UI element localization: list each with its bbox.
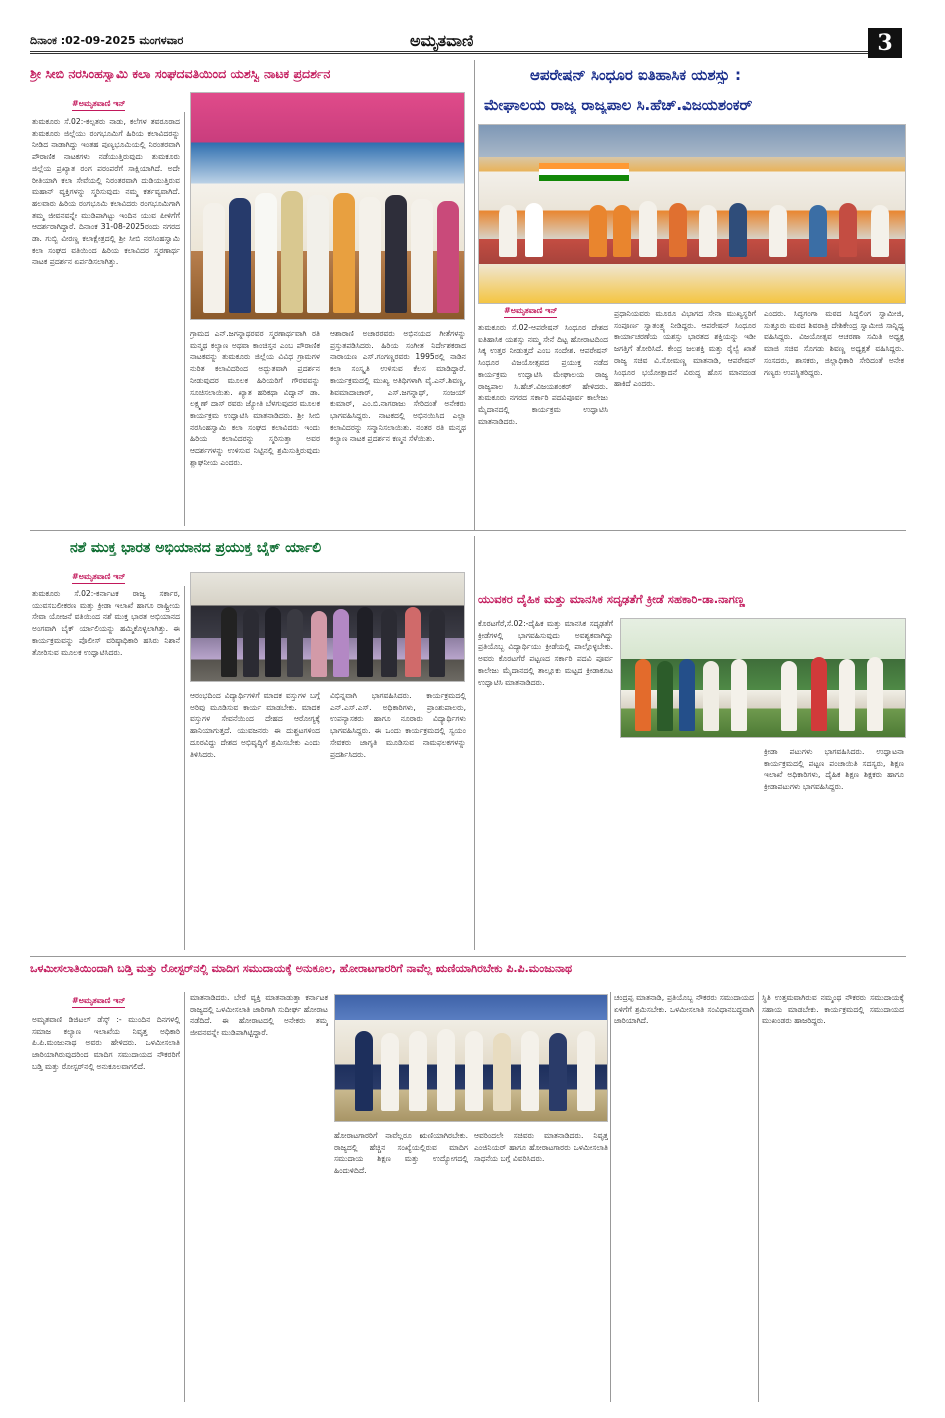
sindoor-column-3: ಎಂದರು. ಸಿದ್ಧಗಂಗಾ ಮಠದ ಸಿದ್ಧಲಿಂಗ ಸ್ವಾಮೀಜಿ, ಸುತ್ತೂರು ಮಠದ ಶಿವರಾತ್ರಿ ದೇಶಿಕೇಂದ್ರ ಸ್ವಾಮೀಜಿ ಸಾನ್ನಿಧ್ಯ ವಹಿಸಿದ್ದರು. ವಿಜಯೋತ್ಸವ ಆಚರಣಾ ಸಮಿತಿ ಅಧ್ಯಕ್ಷ ಮಾಜಿ ಸಚಿವ ಸೊಗಡು ಶಿವಣ್ಣ ಅಧ್ಯಕ್ಷತೆ ವಹಿಸಿದ್ದರು. ಸಂಸದರು, ಶಾಸಕರು, ಜಿಲ್ಲಾಧಿಕಾರಿ ಸೇರಿದಂತೆ ಅನೇಕ ಗಣ್ಯರು ಉಪಸ್ಥಿತರಿದ್ದರು.: [764, 309, 904, 377]
rally-photo: [190, 572, 465, 682]
drama-headline: ಶ್ರೀ ಸೀಬಿ ನರಸಿಂಹಸ್ವಾಮಿ ಕಲಾ ಸಂಘದವತಿಯಿಂದ ಯಶಸ್ವಿ ನಾಟಕ ಪ್ರದರ್ಶನ: [30, 66, 331, 81]
paper-name: ಅಮೃತವಾಣಿ: [410, 31, 474, 50]
drama-column-1: ತುಮಕೂರು ಸೆ.02:-ಕಲ್ಪತರು ನಾಡು, ಕಲೆಗಳ ತವರೂರಾದ ತುಮಕೂರು ಜಿಲ್ಲೆಯು ರಂಗಭೂಮಿಗೆ ಹಿರಿಯ ಕಲಾವಿದರನ್ನು ನೀಡಿದ ನಾಡಾಗಿದ್ದು ಇಂತಹ ಪುಣ್ಯಭೂಮಿಯಲ್ಲಿ ನಿರಂತರವಾಗಿ ಪೌರಾಣಿಕ ನಾಟಕಗಳು ನಡೆಯುತ್ತಿರುವುದು ತುಮಕೂರು ಜಿಲ್ಲೆಯ ಪ್ರಖ್ಯಾತ ರಂಗ ಪರಂಪರೆಗೆ ಸಾಕ್ಷಿಯಾಗಿದೆ. ಅದೇ ರೀತಿಯಾಗಿ ಕಲಾ ಸೇವೆಯಲ್ಲಿ ನಿರಂತರವಾಗಿ ದುಡಿಯುತ್ತಿರುವ ಮಹಾನ್ ವ್ಯಕ್ತಿಗಳನ್ನು ಸ್ಮರಿಸುವುದು ನಮ್ಮ ಕರ್ತವ್ಯವಾಗಿದೆ. ಹಲವಾರು ಹಿರಿಯ ರಂಗಭೂಮಿ ಕಲಾವಿದರು ರಂಗಭೂಮಿಗಾಗಿ ತಮ್ಮ ಜೀವನವನ್ನೇ ಮುಡಿಪಾಗಿಟ್ಟು ಇಂದಿನ ಯುವ ಪೀಳಿಗೆಗೆ ಆದರ್ಶರಾಗಿದ್ದಾರೆ. ದಿನಾಂಕ 31-08-2025ರಂದು ನಗರದ ಡಾ. ಗುಬ್ಬಿ ವೀರಣ್ಣ ಕಲಾಕ್ಷೇತ್ರದಲ್ಲಿ ಶ್ರೀ ಸೀಬಿ ನರಸಿಂಹಸ್ವಾಮಿ ಕಲಾ ಸಂಘದ ವತಿಯಿಂದ ಹಿರಿಯ ಕಲಾವಿದರ ಸ್ಮರಣಾರ್ಥ ನಾಟಕ ಪ್ರದರ್ಶನ ಏರ್ಪಡಿಸಲಾಗಿತ್ತು.: [32, 117, 180, 267]
rally-column-1: ತುಮಕೂರು ಸೆ.02:-ಕರ್ನಾಟಕ ರಾಜ್ಯ ಸರ್ಕಾರ, ಯುವಸಬಲೀಕರಣ ಮತ್ತು ಕ್ರೀಡಾ ಇಲಾಖೆ ಹಾಗೂ ರಾಷ್ಟ್ರೀಯ ಸೇವಾ ಯೋಜನೆ ವತಿಯಿಂದ ನಶೆ ಮುಕ್ತ ಭಾರತ ಅಭಿಯಾನದ ಅಂಗವಾಗಿ ಬೈಕ್ ರ್ಯಾಲಿಯನ್ನು ಹಮ್ಮಿಕೊಳ್ಳಲಾಗಿತ್ತು. ಈ ಕಾರ್ಯಕ್ರಮವನ್ನು ಪೊಲೀಸ್ ವರಿಷ್ಠಾಧಿಕಾರಿ ಹಸಿರು ನಿಶಾನೆ ತೋರಿಸುವ ಮೂಲಕ ಉದ್ಘಾಟಿಸಿದರು.: [32, 589, 180, 657]
sindoor-byline: #ಅಮೃತವಾಣಿ ಇನ್: [504, 306, 557, 318]
sindoor-column-1: ತುಮಕೂರು ಸೆ.02-ಆಪರೇಷನ್ ಸಿಂಧೂರ ದೇಶದ ಐತಿಹಾಸಿಕ ಯಶಸ್ಸು ನಮ್ಮ ಸೇನೆ ದಿಟ್ಟ ಹೋರಾಟದಿಂದ ಸಿಕ್ಕ ಉತ್ತರ ನೀಡುತ್ತದೆ ಎಂಬ ಸಂದೇಶ. ಆಪರೇಷನ್ ಸಿಂಧೂರ ವಿಜಯೋತ್ಸವದ ಪ್ರಯುಕ್ತ ನಡೆದ ಕಾರ್ಯಕ್ರಮ ಉದ್ಘಾಟಿಸಿ ಮೇಘಾಲಯ ರಾಜ್ಯ ರಾಜ್ಯಪಾಲ ಸಿ.ಹೆಚ್.ವಿಜಯಶಂಕರ್ ಹೇಳಿದರು. ತುಮಕೂರು ನಗರದ ಸರ್ಕಾರಿ ಪದವಿಪೂರ್ವ ಕಾಲೇಜು ಮೈದಾನದಲ್ಲಿ ಕಾರ್ಯಕ್ರಮ ಉದ್ಘಾಟಿಸಿ ಮಾತನಾಡಿದರು.: [478, 323, 608, 426]
drama-photo: [190, 92, 465, 320]
sports-headline: ಯುವಕರ ದೈಹಿಕ ಮತ್ತು ಮಾನಸಿಕ ಸದೃಢತೆಗೆ ಕ್ರೀಡೆ ಸಹಕಾರಿ-ಡಾ.ನಾಗಣ್ಣ: [478, 592, 745, 606]
sports-column-2: ಕ್ರೀಡಾ ಪಟುಗಳು ಭಾಗವಹಿಸಿದರು. ಉದ್ಘಾಟನಾ ಕಾರ್ಯಕ್ರಮದಲ್ಲಿ ಪಟ್ಟಣ ಪಂಚಾಯಿತಿ ಸದಸ್ಯರು, ಶಿಕ್ಷಣ ಇಲಾಖೆ ಅಧಿಕಾರಿಗಳು, ದೈಹಿಕ ಶಿಕ್ಷಣ ಶಿಕ್ಷಕರು ಹಾಗೂ ಕ್ರೀಡಾಪಟುಗಳು ಭಾಗವಹಿಸಿದ್ದರು.: [764, 747, 904, 792]
page-number: 3: [868, 28, 902, 58]
masthead: [30, 30, 900, 54]
madiga-column-2: ಮಾತನಾಡಿದರು. ಬೇರೆ ವ್ಯಕ್ತಿ ಮಾತನಾಡುತ್ತಾ ಕರ್ನಾಟಕ ರಾಜ್ಯದಲ್ಲಿ ಒಳಮೀಸಲಾತಿ ಜಾರಿಗಾಗಿ ಸುದೀರ್ಘ ಹೋರಾಟ ನಡೆದಿದೆ. ಈ ಹೋರಾಟದಲ್ಲಿ ಅನೇಕರು ತಮ್ಮ ಜೀವನವನ್ನೇ ಮುಡಿಪಾಗಿಟ್ಟಿದ್ದಾರೆ.: [190, 993, 328, 1038]
madiga-column-3: ಹೋರಾಟಗಾರರಿಗೆ ನಾವೆಲ್ಲರೂ ಋಣಿಯಾಗಿರಬೇಕು. ರಾಜ್ಯದಲ್ಲಿ ಹೆಚ್ಚಿನ ಸಂಖ್ಯೆಯಲ್ಲಿರುವ ಮಾದಿಗ ಸಮುದಾಯ ಶಿಕ್ಷಣ ಮತ್ತು ಉದ್ಯೋಗದಲ್ಲಿ ಹಿಂದುಳಿದಿದೆ.: [334, 1131, 468, 1176]
sindoor-column-2: ಪ್ರಧಾನಿಯವರು ಮೂರೂ ವಿಭಾಗದ ಸೇನಾ ಮುಖ್ಯಸ್ಥರಿಗೆ ಸಂಪೂರ್ಣ ಸ್ವಾತಂತ್ರ್ಯ ನೀಡಿದ್ದರು. ಆಪರೇಷನ್ ಸಿಂಧೂರ ಕಾರ್ಯಾಚರಣೆಯ ಯಶಸ್ಸು ಭಾರತದ ಶಕ್ತಿಯನ್ನು ಇಡೀ ಜಗತ್ತಿಗೆ ತೋರಿಸಿದೆ. ಕೇಂದ್ರ ಜಲಶಕ್ತಿ ಮತ್ತು ರೈಲ್ವೆ ಖಾತೆ ರಾಜ್ಯ ಸಚಿವ ವಿ.ಸೋಮಣ್ಣ ಮಾತನಾಡಿ, ಆಪರೇಷನ್ ಸಿಂಧೂರ ಭಯೋತ್ಪಾದನೆ ವಿರುದ್ಧ ಹೊಸ ಮಾನದಂಡ ಹಾಕಿದೆ ಎಂದರು.: [614, 309, 756, 389]
drama-column-3: ಆಶಾರಾಣಿ ಅಚಾರರವರು ಅಭಿನಯದ ಗೀತೆಗಳನ್ನು ಪ್ರಸ್ತುತಪಡಿಸಿದರು. ಹಿರಿಯ ಸಂಗೀತ ನಿರ್ದೇಶಕರಾದ ನಾರಾಯಣ ಎಸ್.ಗಂಗಣ್ಣರವರು 1995ರಲ್ಲಿ ನಾಡಿನ ಕಲಾ ಸಂಸ್ಕೃತಿ ಉಳಿಸುವ ಕೆಲಸ ಮಾಡಿದ್ದಾರೆ. ಕಾರ್ಯಕ್ರಮದಲ್ಲಿ ಮುಖ್ಯ ಅತಿಥಿಗಳಾಗಿ ವೈ.ಎನ್.ಶಿವಣ್ಣ, ಶಿವಮಾದಾಚಾರ್, ಎಸ್.ಜಗನ್ನಾಥ್, ಸಂಜಯ್ ಕುಮಾರ್, ಎಂ.ಬಿ.ನಾಗರಾಜು ಸೇರಿದಂತೆ ಅನೇಕರು ಭಾಗವಹಿಸಿದ್ದರು. ನಾಟಕದಲ್ಲಿ ಅಭಿನಯಿಸಿದ ಎಲ್ಲಾ ಕಲಾವಿದರನ್ನು ಸನ್ಮಾನಿಸಲಾಯಿತು. ನಂತರ ರತಿ ಮನ್ಮಥ ಕಲ್ಯಾಣ ನಾಟಕ ಪ್ರದರ್ಶನ ಕಣ್ಮನ ಸೆಳೆಯಿತು.: [330, 329, 466, 444]
sports-photo: [620, 618, 906, 738]
rally-column-3: ವಿಭಿನ್ನವಾಗಿ ಭಾಗವಹಿಸಿದರು. ಕಾರ್ಯಕ್ರಮದಲ್ಲಿ ಎನ್.ಎಸ್.ಎಸ್. ಅಧಿಕಾರಿಗಳು, ಪ್ರಾಂಶುಪಾಲರು, ಉಪನ್ಯಾಸಕರು ಹಾಗೂ ನೂರಾರು ವಿದ್ಯಾರ್ಥಿಗಳು ಭಾಗವಹಿಸಿದ್ದರು. ಈ ಒಂದು ಕಾರ್ಯಕ್ರಮದಲ್ಲಿ ಸ್ವಯಂ ಸೇವಕರು ಜಾಗೃತಿ ಮೂಡಿಸುವ ನಾಮಫಲಕಗಳನ್ನು ಪ್ರದರ್ಶಿಸಿದರು.: [330, 691, 466, 759]
rally-byline: #ಅಮೃತವಾಣಿ ಇನ್: [72, 572, 125, 584]
drama-byline: #ಅಮೃತವಾಣಿ ಇನ್: [72, 99, 125, 111]
drama-column-2: ಗ್ರಾಮದ ಎನ್.ಜಗನ್ನಾಥರವರ ಸ್ಮರಣಾರ್ಥವಾಗಿ ರತಿ ಮನ್ಮಥ ಕಲ್ಯಾಣ ಅಥವಾ ಕಾಂಚಿಸ್ತನ ಎಂಬ ಪೌರಾಣಿಕ ನಾಟಕವನ್ನು ತುಮಕೂರು ಜಿಲ್ಲೆಯ ವಿವಿಧ ಗ್ರಾಮಗಳ ನುರಿತ ಕಲಾವಿದರಿಂದ ಅದ್ಭುತವಾಗಿ ಪ್ರದರ್ಶನ ನೀಡುವುದರ ಮೂಲಕ ಹಿರಿಯರಿಗೆ ಗೌರವವನ್ನು ಸೂಚಿಸಲಾಯಿತು. ಖ್ಯಾತ ಹರಿಕಥಾ ವಿದ್ವಾನ್ ಡಾ. ಲಕ್ಷ್ಮಣ್ ದಾಸ್ ರವರು ಜ್ಯೋತಿ ಬೆಳಗುವುದರ ಮೂಲಕ ಕಾರ್ಯಕ್ರಮ ಉದ್ಘಾಟಿಸಿ ಮಾತನಾಡಿದರು. ಶ್ರೀ ಸೀಬಿ ನರಸಿಂಹಸ್ವಾಮಿ ಕಲಾ ಸಂಘದ ಕಲಾವಿದರು ಇಂದು ಹಿರಿಯ ಕಲಾವಿದರನ್ನು ಸ್ಮರಿಸುತ್ತಾ ಅವರ ಆದರ್ಶಗಳನ್ನು ಉಳಿಸುವ ನಿಟ್ಟಿನಲ್ಲಿ ಶ್ರಮಿಸುತ್ತಿರುವುದು ಶ್ಲಾಘನೀಯ ಎಂದರು.: [190, 329, 320, 467]
madiga-column-6: ಸ್ಥಿತಿ ಉತ್ತಮವಾಗಿರುವ ನಮ್ಮಂಥ ನೌಕರರು ಸಮುದಾಯಕ್ಕೆ ಸಹಾಯ ಮಾಡಬೇಕು. ಕಾರ್ಯಕ್ರಮದಲ್ಲಿ ಸಮುದಾಯದ ಮುಖಂಡರು ಹಾಜರಿದ್ದರು.: [762, 993, 904, 1026]
madiga-column-4: ಆವರಿಂದಲೇ ಸಚಿವರು ಮಾತನಾಡಿದರು. ನಿವೃತ್ತ ಎಂಜಿನಿಯರ್ ಹಾಗೂ ಹೋರಾಟಗಾರರು ಒಳಮೀಸಲಾತಿ ಸಾಧನೆಯ ಬಗ್ಗೆ ವಿವರಿಸಿದರು.: [474, 1131, 608, 1164]
madiga-photo: [334, 994, 608, 1122]
madiga-column-5: ಚಂದ್ರಪ್ಪ ಮಾತನಾಡಿ, ಪ್ರತಿಯೊಬ್ಬ ನೌಕರರು ಸಮುದಾಯದ ಏಳಿಗೆಗೆ ಶ್ರಮಿಸಬೇಕು. ಒಳಮೀಸಲಾತಿ ಸಂವಿಧಾನಬದ್ಧವಾಗಿ ಜಾರಿಯಾಗಿದೆ.: [614, 993, 754, 1026]
rally-headline: ನಶೆ ಮುಕ್ತ ಭಾರತ ಅಭಿಯಾನದ ಪ್ರಯುಕ್ತ ಬೈಕ್ ರ್ಯಾಲಿ: [70, 540, 322, 556]
issue-date: ದಿನಾಂಕ :02-09-2025 ಮಂಗಳವಾರ: [30, 34, 184, 47]
madiga-headline: ಒಳಮೀಸಲಾತಿಯಿಂದಾಗಿ ಬಡ್ತಿ ಮತ್ತು ರೋಸ್ಟರ್‌ನಲ್ಲಿ ಮಾದಿಗ ಸಮುದಾಯಕ್ಕೆ ಅನುಕೂಲ, ಹೋರಾಟಗಾರರಿಗೆ ನಾವೆಲ್ಲ ಋಣಿಯಾಗಿರಬೇಕು ಪಿ.ಪಿ.ಮಂಜುನಾಥ: [30, 962, 573, 975]
sports-column-1: ಕೊರಟಗೆರೆ,ಸೆ.02:-ದೈಹಿಕ ಮತ್ತು ಮಾನಸಿಕ ಸದೃಢತೆಗೆ ಕ್ರೀಡೆಗಳಲ್ಲಿ ಭಾಗವಹಿಸುವುದು ಅವಶ್ಯಕವಾಗಿದ್ದು ಪ್ರತಿಯೊಬ್ಬ ವಿದ್ಯಾರ್ಥಿಯು ಕ್ರೀಡೆಯಲ್ಲಿ ಪಾಲ್ಗೊಳ್ಳಬೇಕು. ಅವರು ಕೊರಟಗೆರೆ ಪಟ್ಟಣದ ಸರ್ಕಾರಿ ಪದವಿ ಪೂರ್ವ ಕಾಲೇಜು ಮೈದಾನದಲ್ಲಿ ತಾಲ್ಲೂಕು ಮಟ್ಟದ ಕ್ರೀಡಾಕೂಟ ಉದ್ಘಾಟಿಸಿ ಮಾತನಾಡಿದರು.: [478, 619, 613, 687]
rally-column-2: ಆರಂಭದಿಂದ ವಿದ್ಯಾರ್ಥಿಗಳಿಗೆ ಮಾದಕ ವಸ್ತುಗಳ ಬಗ್ಗೆ ಅರಿವು ಮೂಡಿಸುವ ಕಾರ್ಯ ಮಾಡಬೇಕು. ಮಾದಕ ವಸ್ತುಗಳ ಸೇವನೆಯಿಂದ ದೇಹದ ಆರೋಗ್ಯಕ್ಕೆ ಹಾನಿಯಾಗುತ್ತದೆ. ಯುವಜನರು ಈ ದುಶ್ಚಟಗಳಿಂದ ದೂರವಿದ್ದು ದೇಶದ ಅಭಿವೃದ್ಧಿಗೆ ಶ್ರಮಿಸಬೇಕು ಎಂದು ತಿಳಿಸಿದರು.: [190, 691, 320, 759]
madiga-column-1: ಅಮೃತವಾಣಿ ಡಿಜಿಟಲ್ ಡೆಸ್ಕ್ :- ಮುಂದಿನ ದಿನಗಳಲ್ಲಿ ಸಮಾಜ ಕಲ್ಯಾಣ ಇಲಾಖೆಯ ನಿವೃತ್ತ ಅಧಿಕಾರಿ ಪಿ.ಪಿ.ಮಂಜುನಾಥ ಅವರು ಹೇಳಿದರು. ಒಳಮೀಸಲಾತಿ ಜಾರಿಯಾಗಿರುವುದರಿಂದ ಮಾದಿಗ ಸಮುದಾಯದ ನೌಕರರಿಗೆ ಬಡ್ತಿ ಮತ್ತು ರೋಸ್ಟರ್‌ನಲ್ಲಿ ಅನುಕೂಲವಾಗಲಿದೆ.: [32, 1015, 180, 1071]
sindoor-headline-2: ಮೇಘಾಲಯ ರಾಜ್ಯ ರಾಜ್ಯಪಾಲ ಸಿ.ಹೆಚ್.ವಿಜಯಶಂಕರ್: [484, 96, 753, 114]
sindoor-photo: [478, 124, 906, 304]
madiga-byline: #ಅಮೃತವಾಣಿ ಇನ್: [72, 996, 125, 1008]
sindoor-headline-1: ಆಪರೇಷನ್ ಸಿಂಧೂರ ಐತಿಹಾಸಿಕ ಯಶಸ್ಸು :: [530, 66, 741, 84]
